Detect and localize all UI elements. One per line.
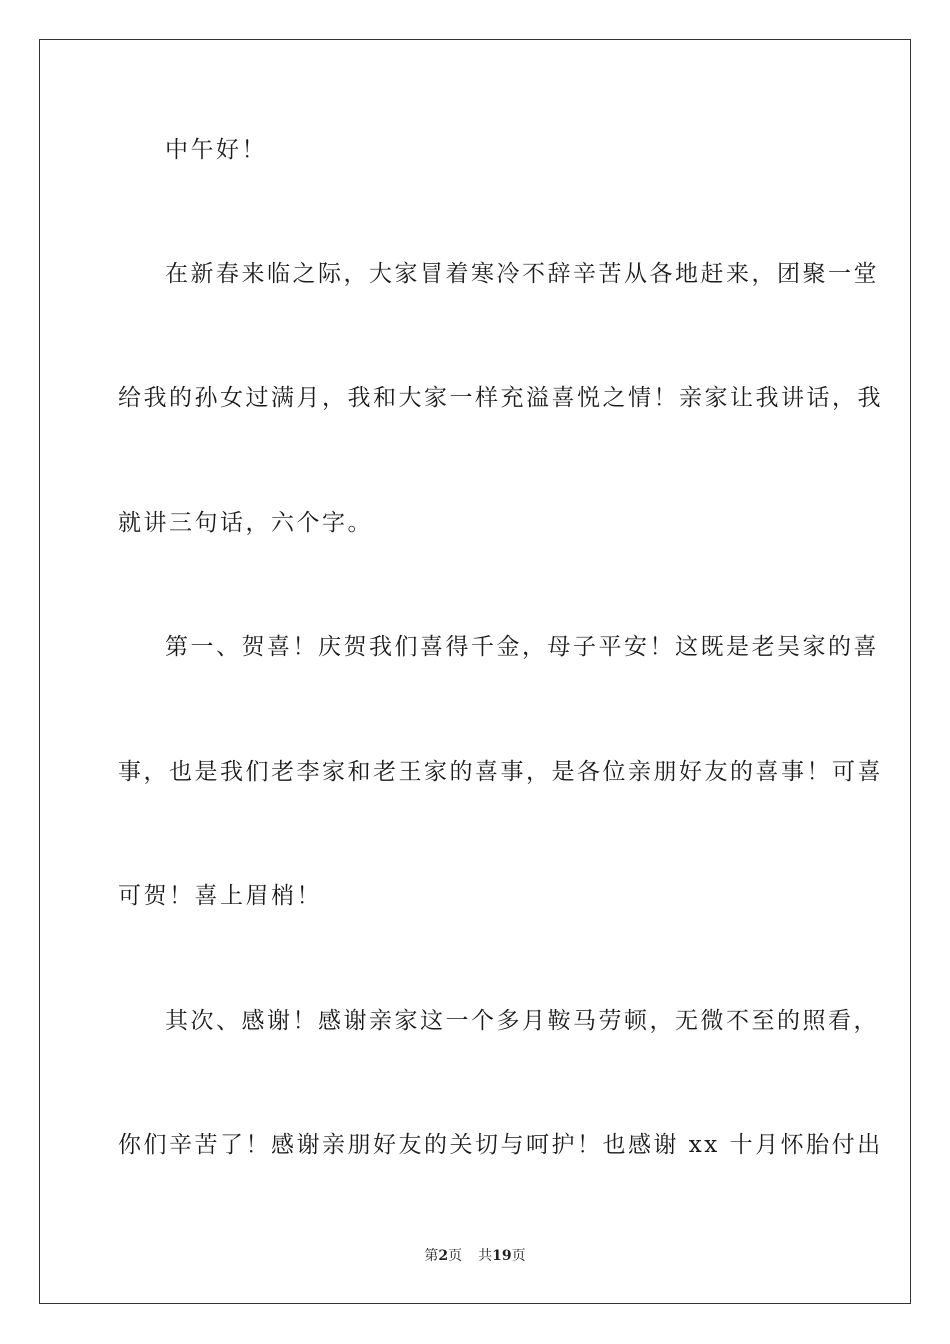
page-footer bbox=[0, 1247, 950, 1265]
page-unit: 页 bbox=[448, 1248, 463, 1264]
paragraph-3-line-1: 其次、感谢！感谢亲家这一个多月鞍马劳顿，无微不至的照看， bbox=[165, 1008, 879, 1034]
total-pages: 19 bbox=[492, 1248, 512, 1264]
paragraph-2-line-2: 事，也是我们老李家和老王家的喜事，是各位亲朋好友的喜事！可喜 bbox=[118, 759, 883, 785]
paragraph-1-line-2: 给我的孙女过满月，我和大家一样充溢喜悦之情！亲家让我讲话，我 bbox=[118, 385, 883, 411]
page-frame bbox=[39, 39, 911, 1304]
paragraph-2-line-3: 可贺！喜上眉梢！ bbox=[118, 883, 322, 909]
paragraph-1-line-1: 在新春来临之际，大家冒着寒冷不辞辛苦从各地赶来，团聚一堂 bbox=[165, 261, 879, 287]
paragraph-1-line-3: 就讲三句话，六个字。 bbox=[118, 510, 373, 536]
total-prefix: 共 bbox=[478, 1248, 493, 1264]
greeting-line: 中午好！ bbox=[165, 137, 267, 163]
page-current: 2 bbox=[438, 1248, 449, 1264]
page-prefix: 第 bbox=[424, 1248, 439, 1264]
paragraph-3-line-2: 你们辛苦了！感谢亲朋好友的关切与呵护！也感谢 xx 十月怀胎付出 bbox=[118, 1132, 883, 1158]
total-unit: 页 bbox=[511, 1248, 526, 1264]
paragraph-2-line-1: 第一、贺喜！庆贺我们喜得千金，母子平安！这既是老吴家的喜 bbox=[165, 634, 879, 660]
